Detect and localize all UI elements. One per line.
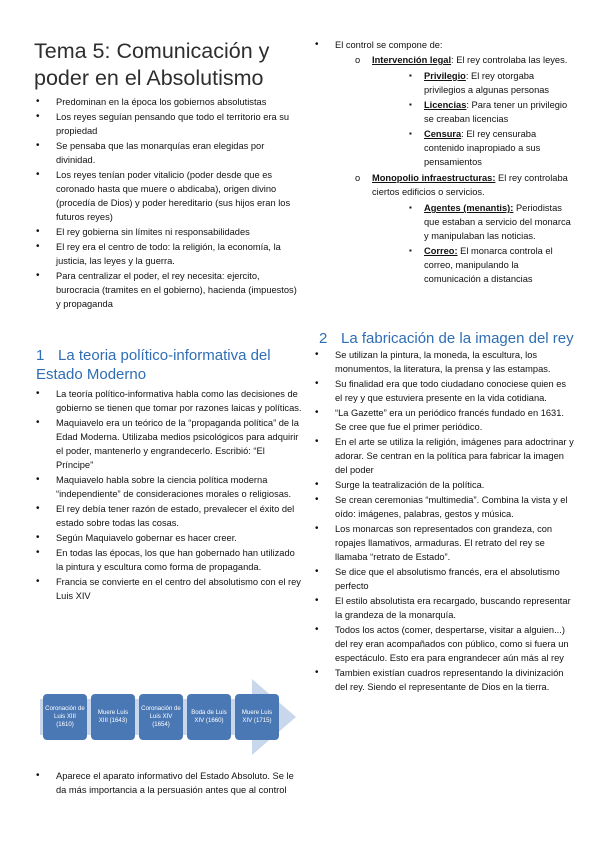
control-subitem [409, 98, 572, 126]
list-item: • Francia se convierte en el centro del absolutismo con el rey Luis XIV [34, 575, 302, 603]
control-items [355, 53, 572, 286]
control-subitem [409, 244, 572, 286]
after-list-container [34, 769, 302, 798]
control-item [355, 53, 572, 169]
list-item: • Predominan en la época los gobiernos absolutistas [34, 95, 302, 109]
timeline-event: Coronación de Luis XIV (1654) [139, 694, 183, 740]
control-subitem-label: Privilegio [424, 71, 466, 81]
list-item: • Se pensaba que las monarquías eran elegidas por divinidad. [34, 139, 302, 167]
control-subitem-text: : El rey otorgaba privilegios a algunas personas [424, 71, 550, 95]
list-item: • Se dice que el absolutismo francés, era el absolutismo perfecto [313, 565, 575, 593]
list-item: • Aparece el aparato informativo del Estado Absoluto. Se le da más importancia a la persuasión antes que al control [34, 769, 302, 797]
timeline-event: Muere Luis XIII (1643) [91, 694, 135, 740]
control-item-text: El rey controlaba ciertos edificios o servicios. [372, 173, 568, 197]
control-subitem-text: Periodistas que estaban a servicio del monarca y manipulaban las noticias. [424, 203, 571, 241]
list-item: • Para centralizar el poder, el rey necesita: ejercito, burocracia (tramites en el gobierno), hacienda (impuestos) y propaganda [34, 269, 302, 311]
list-item: • Maquiavelo era un teórico de la “propaganda política” de la Edad Moderna. Utilizaba medios psicológicos para adquirir el poder, mantenerlo y engrandecerlo. Escribió: “El Príncipe” [34, 416, 302, 472]
list-item: • El rey gobierna sin límites ni responsabilidades [34, 225, 302, 239]
square-bullet-icon: ▪ [409, 246, 412, 255]
section1-heading [36, 346, 296, 384]
control-item-label: Intervención legal [372, 55, 452, 65]
section1-list-container [34, 387, 302, 604]
circle-bullet-icon: o [355, 55, 361, 65]
list-item: • En todas las épocas, los que han gobernado han utilizado la pintura y escultura como forma de propaganda. [34, 546, 302, 574]
control-intro-text: El control se compone de: [335, 40, 443, 50]
list-item: • En el arte se utiliza la religión, imágenes para adoctrinar y adorar. Se centran en la política para fabricar la imagen del poder [313, 435, 575, 477]
list-item: • Maquiavelo habla sobre la ciencia política moderna “independiente” de consideraciones morales o religiosas. [34, 473, 302, 501]
circle-bullet-icon: o [355, 173, 361, 183]
section1-list [34, 387, 302, 603]
intro-list [34, 95, 302, 311]
list-item: • Surge la teatralización de la política. [313, 478, 575, 492]
section2-heading-text: La fabricación de la imagen del rey [341, 330, 574, 347]
square-bullet-icon: ▪ [409, 100, 412, 109]
control-container [313, 38, 575, 288]
list-item: • Los monarcas son representados con grandeza, con ropajes llamativos, armaduras. El retrato del rey se llamaba “retrato de Estado”. [313, 522, 575, 564]
control-item-label: Monopolio infraestructuras: [372, 173, 496, 183]
section2-list [313, 348, 575, 694]
list-item: • Todos los actos (comer, despertarse, visitar a alguien...) del rey eran acompañados con público, como si fuera un espectáculo. Esto era para engrandecer aún más al rey [313, 623, 575, 665]
timeline-event: Boda de Luis XIV (1660) [187, 694, 231, 740]
list-item: • El rey era el centro de todo: la religión, la economía, la justicia, las leyes y la guerra. [34, 240, 302, 268]
after-list [34, 769, 302, 797]
control-subitem-text: El monarca controla el correo, manipulando la comunicación a distancias [424, 246, 553, 284]
control-subitem [409, 127, 572, 169]
square-bullet-icon: ▪ [409, 129, 412, 138]
control-intro [313, 38, 575, 52]
control-subitem-label: Censura [424, 129, 462, 139]
list-item: • Tambien existían cuadros representando la divinización del rey. Siendo el representante de Dios en la tierra. [313, 666, 575, 694]
square-bullet-icon: ▪ [409, 203, 412, 212]
list-item: • El rey debía tener razón de estado, prevalecer el éxito del estado sobre todas las cosas. [34, 502, 302, 530]
section2-list-container [313, 348, 575, 695]
timeline-event: Coronación de Luis XIII (1610) [43, 694, 87, 740]
list-item: • El estilo absolutista era recargado, buscando representar la grandeza de la monarquía. [313, 594, 575, 622]
page-title: Tema 5: Comunicación y poder en el Absolutismo [34, 39, 270, 90]
control-subitem-label: Correo: [424, 246, 458, 256]
control-subitem-text: : El rey censuraba contenido inapropiado a sus pensamientos [424, 129, 541, 167]
control-item [355, 171, 572, 286]
control-subitem [409, 69, 572, 97]
section1-heading-text: La teoria político-informativa del Estado Moderno [36, 347, 271, 383]
list-item: • La teoría político-informativa habla como las decisiones de gobierno se tienen que tomar por razones laicas y políticas. [34, 387, 302, 415]
list-item: • Se crean ceremonias “multimedia”. Combina la vista y el oído: imágenes, palabras, gestos y música. [313, 493, 575, 521]
control-subitem [409, 201, 572, 243]
list-item: • Su finalidad era que todo ciudadano conociese quien es el rey y que estuviera presente en la vida cotidiana. [313, 377, 575, 405]
control-subitem-text: : Para tener un privilegio se creaban licencias [424, 100, 568, 124]
section1-number: 1 [36, 347, 45, 364]
control-subitem-label: Licencias [424, 100, 467, 110]
section2-heading [319, 329, 579, 348]
control-subitem-label: Agentes (menantis): [424, 203, 514, 213]
section2-number: 2 [319, 330, 328, 347]
square-bullet-icon: ▪ [409, 71, 412, 80]
list-item: • “La Gazette” era un periódico francés fundado en 1631. Se cree que fue el primer periódico. [313, 406, 575, 434]
control-item-text: : El rey controlaba las leyes. [451, 55, 568, 65]
timeline-diagram [40, 677, 298, 757]
list-item: • Según Maquiavelo gobernar es hacer creer. [34, 531, 302, 545]
timeline-event: Muere Luis XIV (1715) [235, 694, 279, 740]
list-item: • Se utilizan la pintura, la moneda, la escultura, los monumentos, la literatura, la prensa y las estampas. [313, 348, 575, 376]
list-item: • Los reyes tenían poder vitalicio (poder desde que es coronado hasta que muere o abdicaba), origen divino (procedía de Dios) y poder hereditario (sus hijos eran los futuros reyes) [34, 168, 302, 224]
intro-list-container [34, 95, 302, 312]
list-item: • Los reyes seguían pensando que todo el territorio era su propiedad [34, 110, 302, 138]
